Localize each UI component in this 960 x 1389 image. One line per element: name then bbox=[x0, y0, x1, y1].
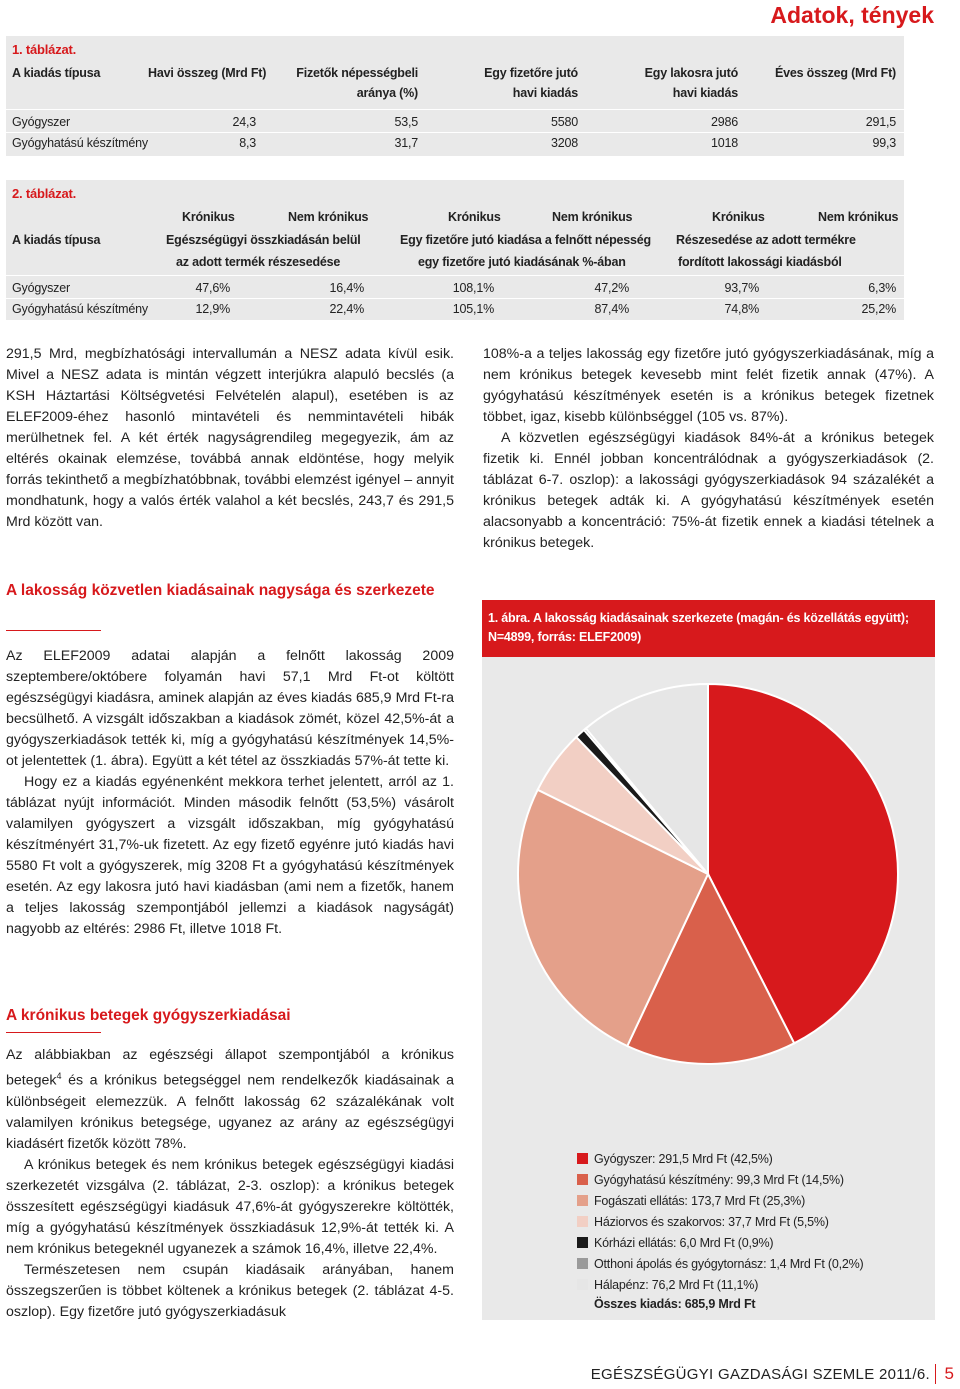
page-divider bbox=[935, 1364, 936, 1384]
table-header: havi kiadás bbox=[672, 86, 738, 100]
paragraph: 291,5 Mrd, megbízhatósági intervallumán a NESZ adata kívül esik. Mivel a NESZ adata is mintán végzett interjúkra alapuló becslés (a KSH Háztartási Költségvetési Felvételén alapul), esetében is az ELEF2009-éhez hasonló mintavételi és nemmintavételi hibák merülhetnek fel. A két érték nagyságrendileg megegyezik, ám az eltérés okainak elemzése, továbbá annak eldöntése, hogy melyik forrás tekinthető a megbízhatóbbnak, további elemzést igényel – annyit mondhatunk, hogy a valós érték valahol a két becslés, 243,7 és 291,5 Mrd között van. bbox=[6, 346, 454, 530]
table-cell: 53,5 bbox=[394, 115, 418, 129]
table-header: Nem krónikus bbox=[552, 210, 633, 224]
table-cell: 3208 bbox=[550, 136, 578, 150]
table-cell: 24,3 bbox=[232, 115, 256, 129]
table-cell: 6,3% bbox=[868, 281, 896, 295]
table-cell: Gyógyhatású készítmény bbox=[12, 302, 148, 316]
body-text bbox=[483, 344, 934, 554]
table-header: Egy lakosra jutó bbox=[644, 66, 738, 80]
footnote-ref[interactable]: 4 bbox=[56, 1071, 62, 1081]
legend-label: Kórházi ellátás: 6,0 Mrd Ft (0,9%) bbox=[594, 1236, 774, 1250]
body-text bbox=[6, 646, 454, 940]
table-cell: 105,1% bbox=[452, 302, 494, 316]
body-text bbox=[6, 344, 454, 533]
paragraph: A közvetlen egészségügyi kiadások 84%-át a krónikus betegek fizetik ki. Ennél jobban koncentrálódnak a gyógyszerkiadások (2. táblázat 6-7. oszlop): a lakossági gyógyszerkiadások 94 százalékét a krónikus betegek adták ki. A gyógyhatású készítmények esetén alacsonyabb a koncentráció: 75%-át fizetik ennek a kiadási tételnek a krónikus betegek. bbox=[483, 430, 934, 551]
table-header: aránya (%) bbox=[356, 86, 418, 100]
section-heading: A lakosság közvetlen kiadásainak nagysága és szerkezete bbox=[6, 582, 435, 599]
heading-underline bbox=[6, 1032, 101, 1033]
table-header: A kiadás típusa bbox=[12, 233, 101, 247]
text-run: és a krónikus betegséggel nem rendelkezők kiadásainak a különbségeit elemezzük. A felnőtt lakosság 62 százalékának volt valamilyen krónikus betegsége, ugyanez az arány az egészségügyi kiadásért fizetők között 78%. bbox=[6, 1072, 454, 1152]
table-header: A kiadás típusa bbox=[12, 66, 101, 80]
pie-chart bbox=[482, 660, 935, 1100]
table-divider bbox=[6, 298, 904, 299]
table-divider bbox=[6, 109, 904, 110]
table-cell: 99,3 bbox=[872, 136, 896, 150]
text-run: Az alábbiakban az egészségi állapot szempontjából a krónikus betegek bbox=[6, 1047, 454, 1089]
table-cell: 47,6% bbox=[195, 281, 230, 295]
page-number: 5 bbox=[944, 1364, 954, 1383]
table-header: egy fizetőre jutó kiadásának %-ában bbox=[418, 255, 626, 269]
table-cell: 16,4% bbox=[329, 281, 364, 295]
table-header: Részesedése az adott termékre bbox=[676, 233, 856, 247]
table-header: Nem krónikus bbox=[818, 210, 899, 224]
table-cell: 87,4% bbox=[594, 302, 629, 316]
table-cell: Gyógyszer bbox=[12, 115, 70, 129]
table-header: Fizetők népességbeli bbox=[296, 66, 418, 80]
legend-total: Összes kiadás: 685,9 Mrd Ft bbox=[594, 1297, 756, 1311]
legend-swatch bbox=[577, 1174, 588, 1185]
section-title: Adatok, tények bbox=[770, 2, 934, 28]
paragraph: Természetesen nem csupán kiadásaik arányában, hanem összegszerűen is többet költenek a krónikus betegek (2. táblázat 4-5. oszlop). Egy fizetőre jutó gyógyszerkiadásuk bbox=[6, 1261, 454, 1320]
table-cell: 31,7 bbox=[394, 136, 418, 150]
table-header: havi kiadás bbox=[512, 86, 578, 100]
table-caption: 1. táblázat. bbox=[12, 42, 77, 57]
table-cell: 2986 bbox=[710, 115, 738, 129]
table-header: Nem krónikus bbox=[288, 210, 369, 224]
table-1 bbox=[6, 36, 904, 156]
legend-swatch bbox=[577, 1258, 588, 1269]
table-divider bbox=[6, 275, 904, 276]
paragraph bbox=[6, 1045, 454, 1155]
table-header: Krónikus bbox=[712, 210, 765, 224]
figure-caption: 1. ábra. A lakosság kiadásainak szerkezete (magán- és közellátás együtt); N=4899, forrás: ELEF2009) bbox=[482, 600, 935, 657]
table-cell: 12,9% bbox=[195, 302, 230, 316]
paragraph: Hogy ez a kiadás egyénenként mekkora terhet jelentett, arról az 1. táblázat nyújt információt. Minden második felnőtt (53,5%) vásárolt valamilyen gyógyszert a vizsgált időszakban, míg gyógyhatású készítményért 31,7%-uk fizetett. Az egy fizető egyénre jutó kiadás havi 5580 Ft volt a gyógyszerek, míg 3208 Ft a gyógyhatású készítmények esetén. Az egy lakosra jutó havi kiadásban (ami nem a fizetők, hanem a teljes lakosság szempontjából jellemzi a kiadások nagyságát) nagyobb az eltérés: 2986 Ft, illetve 1018 Ft. bbox=[6, 774, 454, 937]
table-header: Havi összeg (Mrd Ft) bbox=[148, 66, 267, 80]
table-caption: 2. táblázat. bbox=[12, 186, 77, 201]
table-cell: 108,1% bbox=[452, 281, 494, 295]
table-2 bbox=[6, 180, 904, 320]
table-cell: 291,5 bbox=[865, 115, 896, 129]
journal-footer: EGÉSZSÉGÜGYI GAZDASÁGI SZEMLE 2011/6. bbox=[590, 1366, 930, 1383]
table-cell: 74,8% bbox=[724, 302, 759, 316]
heading-underline bbox=[6, 630, 101, 631]
legend-swatch bbox=[577, 1237, 588, 1248]
table-cell: 5580 bbox=[550, 115, 578, 129]
legend-swatch bbox=[577, 1195, 588, 1206]
table-cell: 25,2% bbox=[861, 302, 896, 316]
table-header: Krónikus bbox=[448, 210, 501, 224]
legend-label: Gyógyszer: 291,5 Mrd Ft (42,5%) bbox=[594, 1152, 773, 1166]
table-header: fordított lakossági kiadásból bbox=[678, 255, 842, 269]
table-cell: 47,2% bbox=[594, 281, 629, 295]
table-cell: 93,7% bbox=[724, 281, 759, 295]
legend-label: Gyógyhatású készítmény: 99,3 Mrd Ft (14,5%) bbox=[594, 1173, 844, 1187]
table-cell: Gyógyhatású készítmény bbox=[12, 136, 148, 150]
table-header: Krónikus bbox=[182, 210, 235, 224]
legend-label: Otthoni ápolás és gyógytornász: 1,4 Mrd Ft (0,2%) bbox=[594, 1257, 864, 1271]
table-header: Egészségügyi összkiadásán belül bbox=[166, 233, 361, 247]
table-header: Egy fizetőre jutó kiadása a felnőtt népesség bbox=[400, 233, 651, 247]
paragraph: A krónikus betegek és nem krónikus betegek egészségügyi kiadási szerkezetét vizsgálva (2. táblázat, 2-3. oszlop): a krónikus betegek összesített egészségügyi kiadásuk 47,6%-át gyógyszerekre költötték, míg a gyógyhatású készítmények összkiadásuk 12,9%-át tették ki. A nem krónikus betegeknél ugyanezek a számok 16,4%, illetve 22,4%. bbox=[6, 1156, 454, 1257]
section-heading: A krónikus betegek gyógyszerkiadásai bbox=[6, 1007, 291, 1024]
table-cell: 8,3 bbox=[239, 136, 256, 150]
legend-swatch bbox=[577, 1279, 588, 1290]
legend-label: Hálapénz: 76,2 Mrd Ft (11,1%) bbox=[594, 1278, 759, 1292]
legend-label: Fogászati ellátás: 173,7 Mrd Ft (25,3%) bbox=[594, 1194, 806, 1208]
table-header: Éves összeg (Mrd Ft) bbox=[774, 66, 896, 80]
legend-label: Háziorvos és szakorvos: 37,7 Mrd Ft (5,5%) bbox=[594, 1215, 829, 1229]
paragraph: Az ELEF2009 adatai alapján a felnőtt lakosság 2009 szeptembere/októbere folyamán havi 57,1 Mrd Ft-ot költött egészségügyi kiadásra, aminek alapján az éves kiadás 685,9 Mrd Ft-ra becsülhető. A vizsgált időszakban a kiadások zömét, közel 42,5%-át a gyógyszerkiadások tették ki, míg a gyógyhatású készítmények 14,5%-ot jelentettek (1. ábra). Együtt a két tétel az összkiadás 57%-át tette ki. bbox=[6, 648, 454, 769]
table-cell: 1018 bbox=[710, 136, 738, 150]
table-header: az adott termék részesedése bbox=[176, 255, 341, 269]
legend-swatch bbox=[577, 1153, 588, 1164]
table-cell: Gyógyszer bbox=[12, 281, 70, 295]
legend-swatch bbox=[577, 1216, 588, 1227]
table-divider bbox=[6, 132, 904, 133]
table-header: Egy fizetőre jutó bbox=[484, 66, 578, 80]
paragraph: 108%-a a teljes lakosság egy fizetőre jutó gyógyszerkiadásának, míg a nem krónikus betegek kevesebb mint felét fizetik annak (47%). A gyógyhatású készítmények esetén is a krónikus betegek fizetnek többet, igaz, kisebb különbséggel (105 vs. 87%). bbox=[483, 346, 934, 425]
body-text bbox=[6, 1045, 454, 1323]
table-cell: 22,4% bbox=[329, 302, 364, 316]
